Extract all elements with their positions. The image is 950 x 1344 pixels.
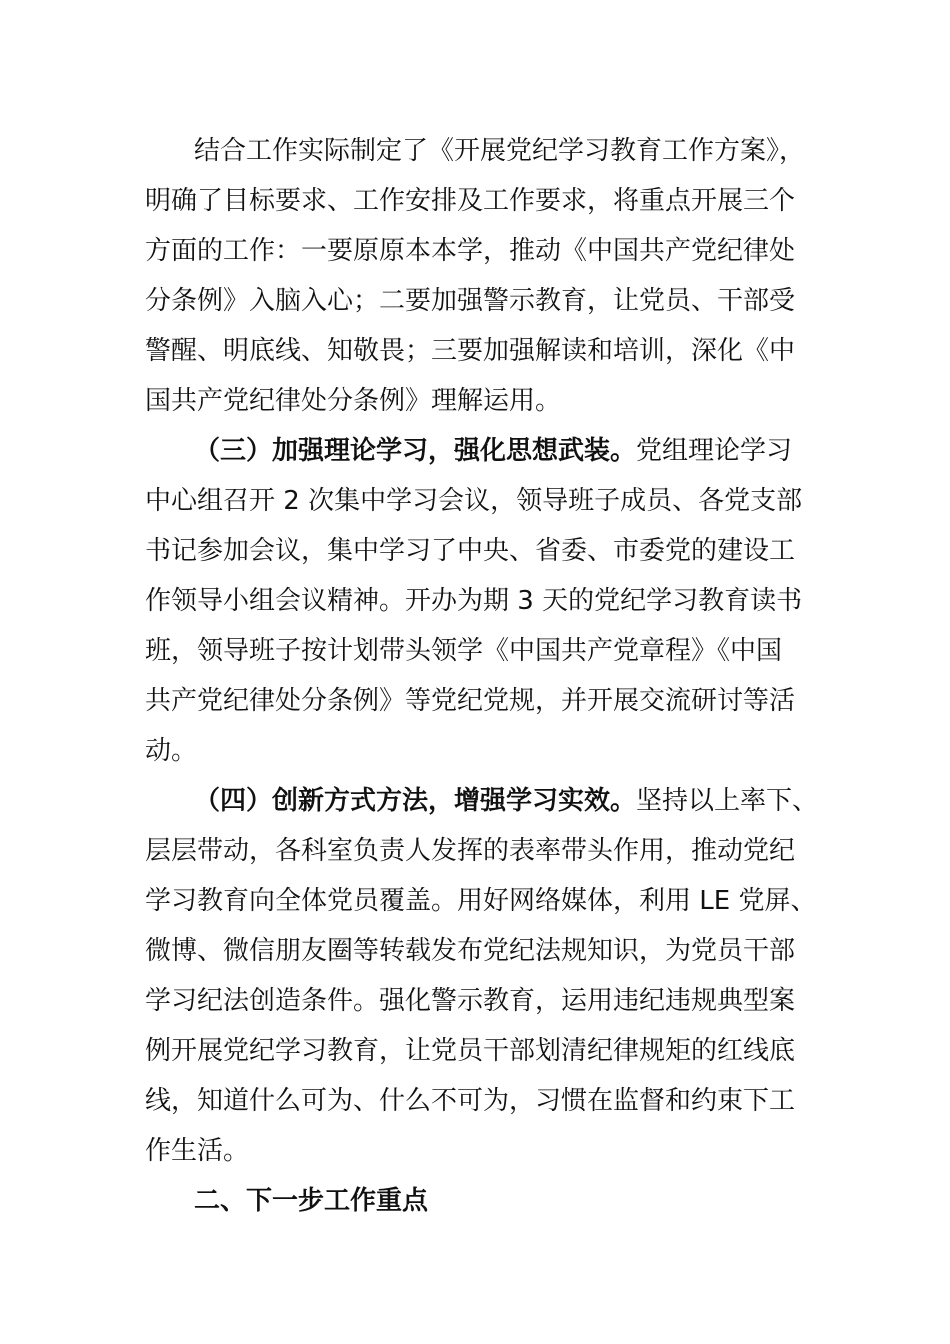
paragraph-2-line-4: 作领导小组会议精神。开办为期 3 天的党纪学习教育读书: [145, 586, 803, 616]
paragraph-3-line-8: 作生活。: [145, 1136, 250, 1166]
paragraph-3-heading: （四）创新方式方法，增强学习实效。: [194, 786, 637, 816]
paragraph-2-line-3: 书记参加会议，集中学习了中央、省委、市委党的建设工: [145, 536, 796, 566]
section-heading: 二、下一步工作重点: [194, 1186, 429, 1216]
paragraph-2-line-2: 中心组召开 2 次集中学习会议，领导班子成员、各党支部: [145, 486, 803, 516]
paragraph-1-line-4: 分条例》入脑入心；二要加强警示教育，让党员、干部受: [145, 286, 796, 316]
paragraph-3-line-5: 学习纪法创造条件。强化警示教育，运用违纪违规典型案: [145, 986, 796, 1016]
paragraph-1-line-2: 明确了目标要求、工作安排及工作要求，将重点开展三个: [145, 186, 796, 216]
paragraph-3-line-2: 层层带动，各科室负责人发挥的表率带头作用，推动党纪: [145, 836, 796, 866]
paragraph-3-line-7: 线，知道什么可为、什么不可为，习惯在监督和约束下工: [145, 1086, 796, 1116]
paragraph-3-line-6: 例开展党纪学习教育，让党员干部划清纪律规矩的红线底: [145, 1036, 796, 1066]
paragraph-3-line-4: 微博、微信朋友圈等转载发布党纪法规知识，为党员干部: [145, 936, 796, 966]
paragraph-1-line-1: 结合工作实际制定了《开展党纪学习教育工作方案》，: [194, 136, 806, 166]
paragraph-1-line-6: 国共产党纪律处分条例》理解运用。: [145, 386, 562, 416]
paragraph-1-line-5: 警醒、明底线、知敬畏；三要加强解读和培训，深化《中: [145, 336, 796, 366]
paragraph-2-first-line-text: 党组理论学习: [636, 436, 793, 466]
paragraph-2-line-5: 班，领导班子按计划带头领学《中国共产党章程》《中国: [145, 636, 783, 666]
paragraph-1-line-3: 方面的工作：一要原原本本学，推动《中国共产党纪律处: [145, 236, 796, 266]
paragraph-2-line-6: 共产党纪律处分条例》等党纪党规，并开展交流研讨等活: [145, 686, 796, 716]
paragraph-3-line-3: 学习教育向全体党员覆盖。用好网络媒体，利用 LE 党屏、: [145, 886, 817, 916]
paragraph-2-heading: （三）加强理论学习，强化思想武装。: [194, 436, 637, 466]
paragraph-3-line-1: [194, 783, 874, 819]
paragraph-2-line-7: 动。: [145, 736, 198, 766]
paragraph-3-first-line-text: 坚持以上率下、: [636, 786, 819, 816]
paragraph-2-line-1: [194, 433, 874, 469]
